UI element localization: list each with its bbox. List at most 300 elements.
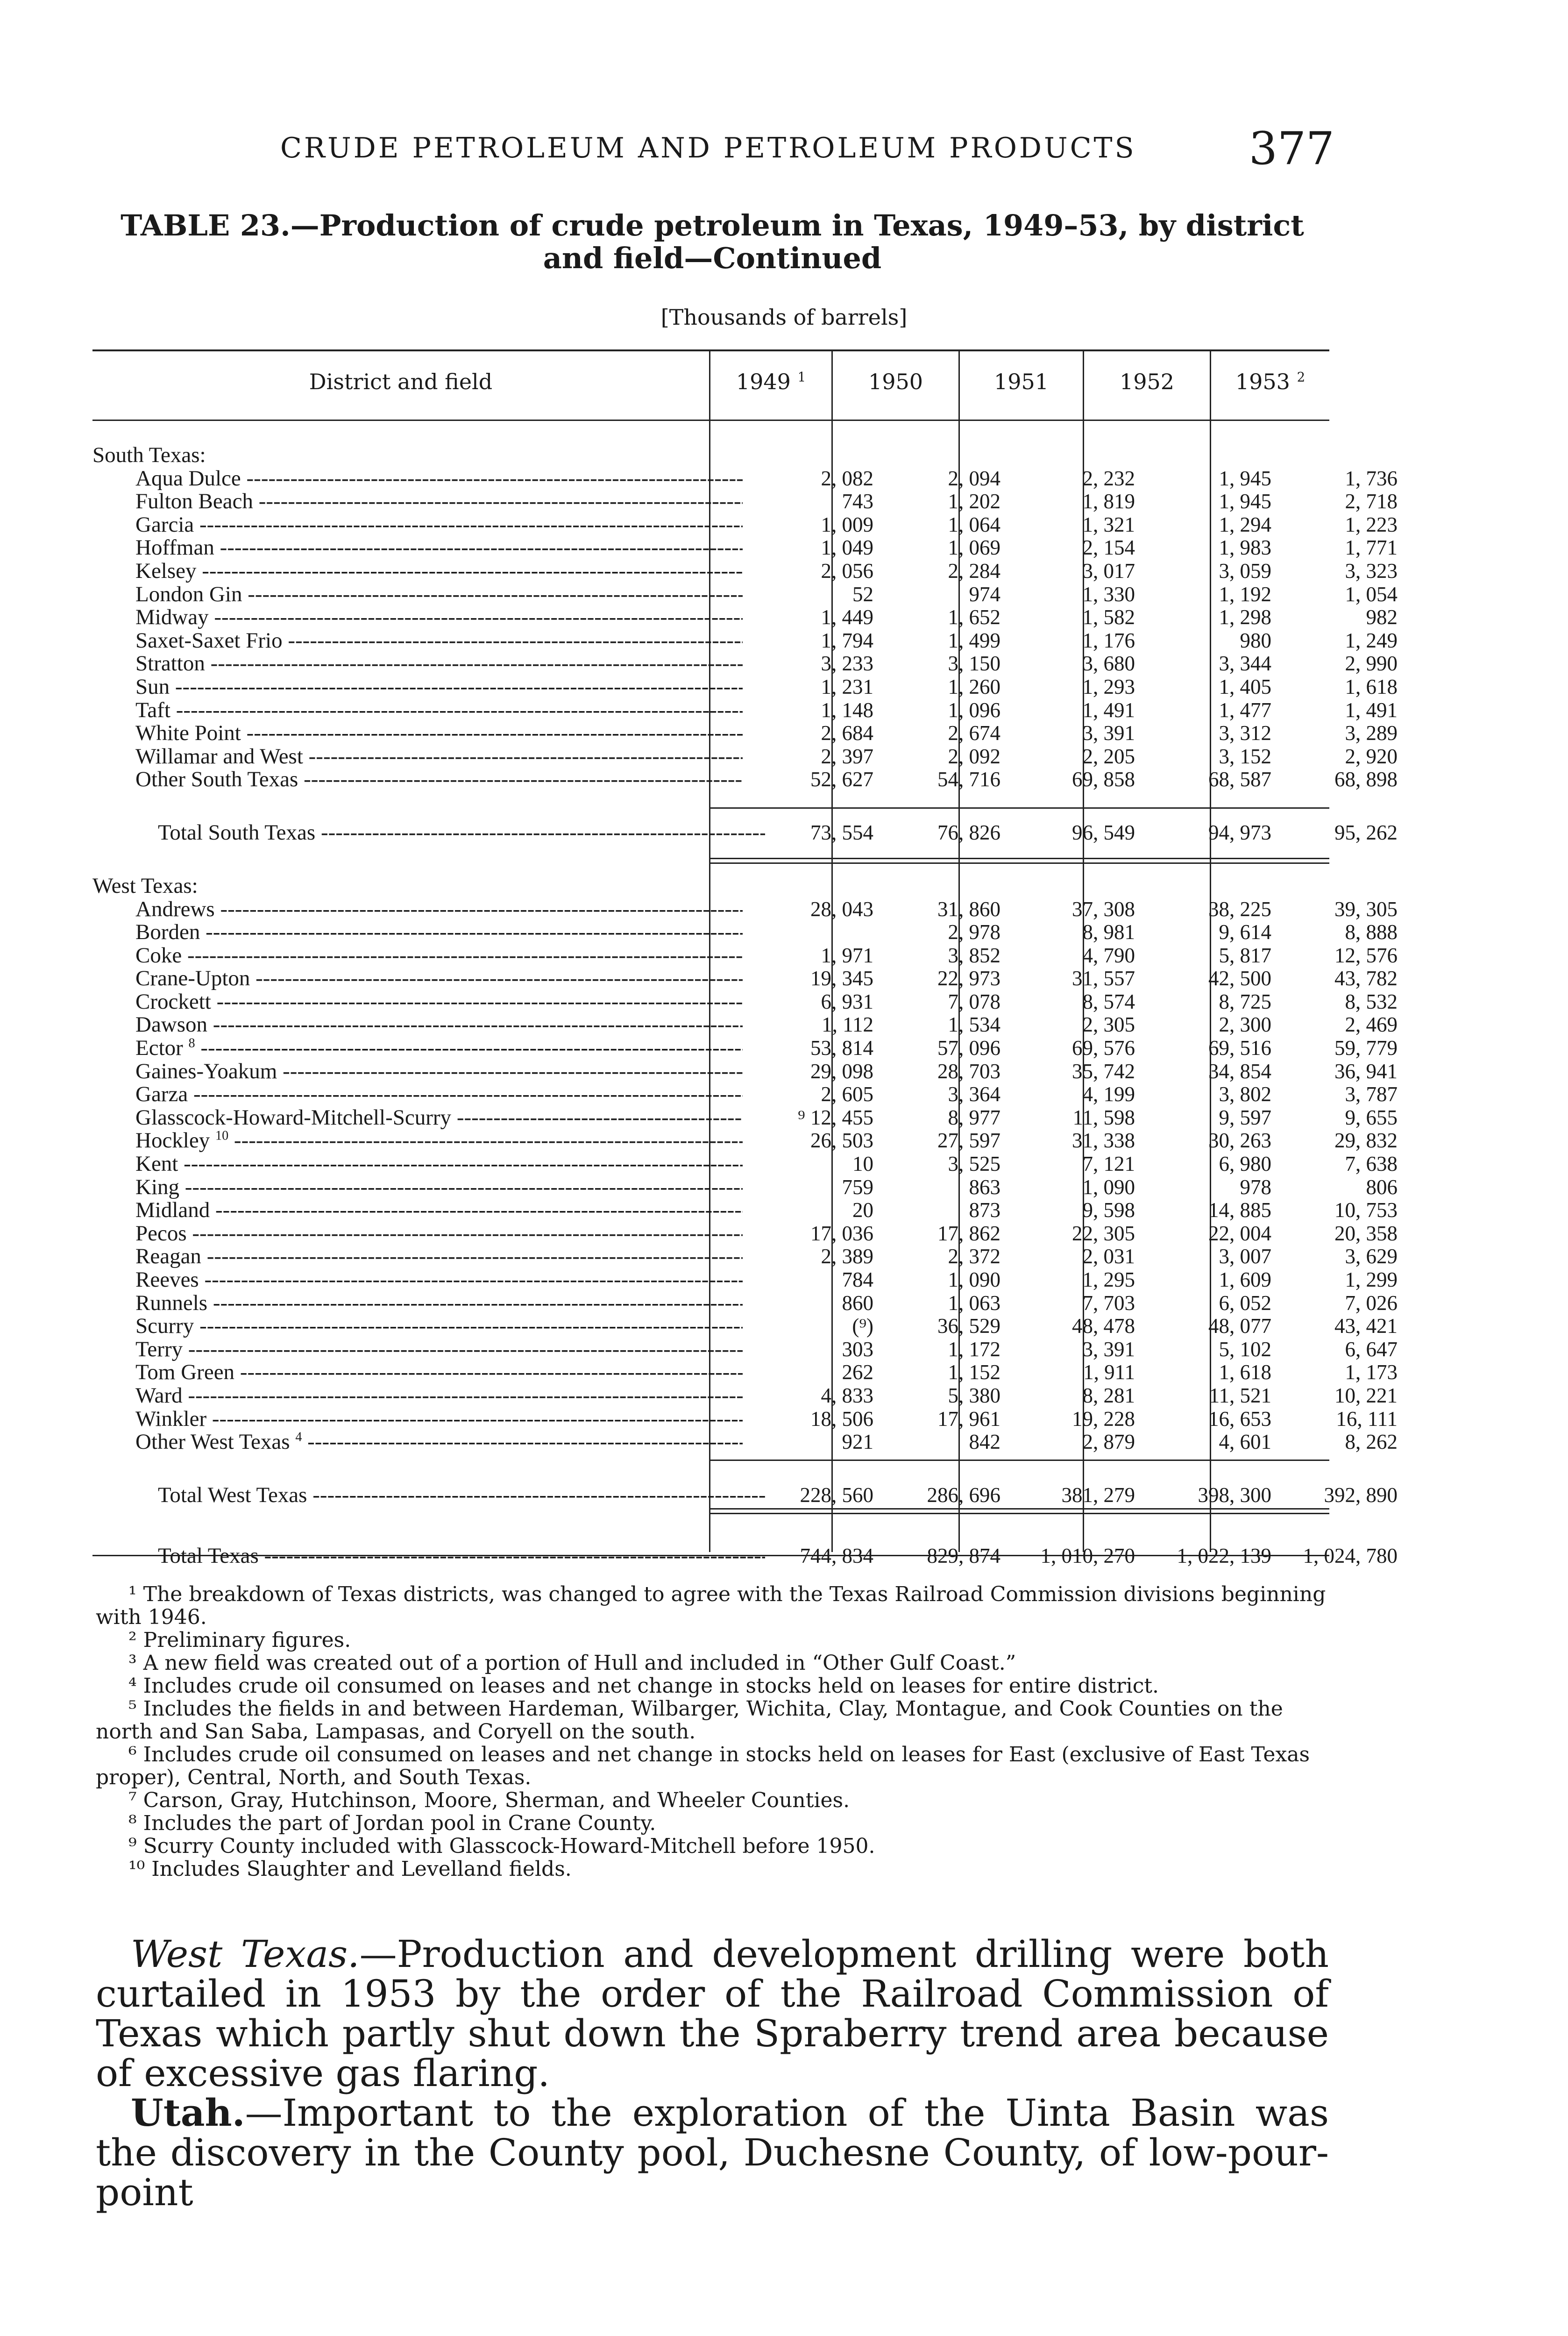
- value-cell: 59, 779: [1334, 1036, 1398, 1060]
- footnote: ¹ The breakdown of Texas districts, was changed to agree with the Texas Railroad Commission divisions beginning with 1946.: [96, 1582, 1326, 1629]
- footnote: ³ A new field was created out of a portion of Hull and included in “Other Gulf Coast.”: [128, 1651, 1016, 1675]
- value-cell: 860: [842, 1291, 873, 1315]
- value-cell: 9, 655: [1345, 1105, 1398, 1129]
- value-cell: 31, 338: [1072, 1129, 1135, 1153]
- table-row: [92, 967, 1412, 990]
- total-value: 381, 279: [1061, 1483, 1135, 1507]
- value-cell: 980: [1240, 628, 1271, 652]
- value-cell: 1, 449: [821, 605, 873, 629]
- value-cell: 806: [1366, 1175, 1398, 1199]
- total-value: 95, 262: [1334, 821, 1398, 845]
- value-cell: 1, 090: [1082, 1175, 1135, 1199]
- field-name: Terry -----: [92, 1338, 765, 1361]
- total-label: Total South Texas -----: [92, 814, 765, 852]
- header-year-1953: 1953 $^2$: [1235, 369, 1305, 394]
- value-cell: 6, 931: [821, 990, 873, 1013]
- table-row: [92, 1315, 1412, 1338]
- field-name: Ward -----: [92, 1384, 765, 1408]
- value-cell: 974: [969, 582, 1000, 606]
- value-cell: 4, 790: [1082, 943, 1135, 967]
- value-cell: 28, 703: [937, 1059, 1000, 1083]
- value-cell: 3, 233: [821, 652, 873, 676]
- total-rule: [710, 807, 1329, 809]
- table-row: [92, 490, 1412, 513]
- total-value: 73, 554: [810, 821, 873, 845]
- value-cell: 2, 082: [821, 466, 873, 490]
- value-cell: 921: [842, 1430, 873, 1454]
- field-name: Hoffman -----: [92, 536, 765, 560]
- value-cell: 26, 503: [810, 1129, 873, 1153]
- value-cell: 759: [842, 1175, 873, 1199]
- value-cell: 1, 069: [948, 536, 1000, 560]
- value-cell: 28, 043: [810, 897, 873, 921]
- value-cell: 2, 978: [948, 920, 1000, 944]
- value-cell: 784: [842, 1268, 873, 1291]
- value-cell: 10: [852, 1152, 873, 1176]
- field-name: Willamar and West -----: [92, 745, 765, 769]
- footnote: ¹⁰ Includes Slaughter and Levelland fields.: [128, 1857, 572, 1881]
- value-cell: 2, 284: [948, 559, 1000, 583]
- value-cell: 16, 653: [1208, 1407, 1271, 1431]
- field-name: Other West Texas $^4$ -----: [92, 1431, 765, 1454]
- value-cell: 2, 056: [821, 559, 873, 583]
- value-cell: 5, 817: [1219, 943, 1271, 967]
- value-cell: 1, 618: [1345, 675, 1398, 698]
- value-cell: 2, 094: [948, 466, 1000, 490]
- value-cell: 743: [842, 490, 873, 513]
- value-cell: 1, 249: [1345, 628, 1398, 652]
- field-name: Fulton Beach -----: [92, 490, 765, 513]
- field-name: King -----: [92, 1176, 765, 1199]
- field-name: Pecos -----: [92, 1222, 765, 1246]
- table-row: [92, 768, 1412, 791]
- table-row: [92, 1431, 1412, 1454]
- field-name: Borden -----: [92, 921, 765, 944]
- value-cell: 22, 305: [1072, 1221, 1135, 1245]
- field-name: Saxet-Saxet Frio -----: [92, 629, 765, 653]
- footnote: ⁹ Scurry County included with Glasscock-Howard-Mitchell before 1950.: [128, 1834, 875, 1858]
- value-cell: 3, 802: [1219, 1083, 1271, 1106]
- field-name: Kelsey -----: [92, 560, 765, 583]
- value-cell: 1, 064: [948, 513, 1000, 536]
- value-cell: 9, 598: [1082, 1198, 1135, 1222]
- value-cell: 3, 017: [1082, 559, 1135, 583]
- total-value: 398, 300: [1198, 1483, 1271, 1507]
- table-row: [92, 560, 1412, 583]
- value-cell: 1, 971: [821, 943, 873, 967]
- value-cell: 2, 205: [1082, 744, 1135, 768]
- value-cell: 3, 289: [1345, 721, 1398, 745]
- field-name: Garcia -----: [92, 513, 765, 537]
- value-cell: 842: [969, 1430, 1000, 1454]
- value-cell: 1, 330: [1082, 582, 1135, 606]
- value-cell: 2, 684: [821, 721, 873, 745]
- value-cell: 1, 491: [1082, 698, 1135, 722]
- footnote: ⁵ Includes the fields in and between Hardeman, Wilbarger, Wichita, Clay, Montague, and Cook Counties on the north and San Saba, Lampasas, and Coryell on the south.: [96, 1697, 1283, 1744]
- running-title: CRUDE PETROLEUM AND PETROLEUM PRODUCTS: [280, 132, 1136, 164]
- value-cell: 1, 054: [1345, 582, 1398, 606]
- value-cell: 1, 491: [1345, 698, 1398, 722]
- table-row: [92, 1408, 1412, 1431]
- value-cell: 873: [969, 1198, 1000, 1222]
- field-name: Other South Texas -----: [92, 768, 765, 791]
- value-cell: 68, 898: [1334, 768, 1398, 791]
- total-value: 228, 560: [800, 1483, 873, 1507]
- grand-total-value: 744, 834: [800, 1544, 873, 1567]
- value-cell: 4, 199: [1082, 1083, 1135, 1106]
- value-cell: 3, 150: [948, 652, 1000, 676]
- header-year-1952: 1952: [1119, 369, 1175, 394]
- value-cell: 2, 389: [821, 1245, 873, 1268]
- field-name: Andrews -----: [92, 898, 765, 921]
- value-cell: 1, 231: [821, 675, 873, 698]
- total-value: 94, 973: [1208, 821, 1271, 845]
- value-cell: 9, 614: [1219, 920, 1271, 944]
- body-text: [96, 1934, 1329, 2212]
- value-cell: 2, 990: [1345, 652, 1398, 676]
- value-cell: 8, 981: [1082, 920, 1135, 944]
- footnote: ² Preliminary figures.: [128, 1628, 351, 1652]
- value-cell: 4, 833: [821, 1383, 873, 1407]
- value-cell: 17, 961: [937, 1407, 1000, 1431]
- value-cell: 1, 618: [1219, 1360, 1271, 1384]
- value-cell: 3, 344: [1219, 652, 1271, 676]
- field-name: Gaines-Yoakum -----: [92, 1060, 765, 1083]
- value-cell: 22, 973: [937, 967, 1000, 990]
- value-cell: 978: [1240, 1175, 1271, 1199]
- field-name: Kent -----: [92, 1153, 765, 1176]
- value-cell: 3, 787: [1345, 1083, 1398, 1106]
- value-cell: 69, 576: [1072, 1036, 1135, 1060]
- table-header-rule: [92, 420, 1329, 421]
- value-cell: 1, 499: [948, 628, 1000, 652]
- footnote: ⁴ Includes crude oil consumed on leases and net change in stocks held on leases for entire district.: [128, 1674, 1159, 1698]
- value-cell: 19, 228: [1072, 1407, 1135, 1431]
- value-cell: 52: [852, 582, 873, 606]
- field-name: Runnels -----: [92, 1292, 765, 1315]
- value-cell: 3, 312: [1219, 721, 1271, 745]
- section-title: West Texas:: [92, 873, 198, 898]
- value-cell: 3, 364: [948, 1083, 1000, 1106]
- value-cell: 29, 098: [810, 1059, 873, 1083]
- value-cell: 11, 521: [1209, 1383, 1271, 1407]
- value-cell: 2, 879: [1082, 1430, 1135, 1454]
- grand-total-row: Total Texas ----- 744, 834 829, 874 1, 010, 270 1, 022, 139 1, 024, 780: [92, 1537, 1412, 1575]
- table-row: [92, 1153, 1412, 1176]
- value-cell: 1, 736: [1345, 466, 1398, 490]
- footnote: ⁶ Includes crude oil consumed on leases and net change in stocks held on leases for East (exclusive of East Texas proper), Central, North, and South Texas.: [96, 1743, 1310, 1789]
- footnote: ⁸ Includes the part of Jordan pool in Crane County.: [128, 1811, 656, 1835]
- value-cell: 17, 036: [810, 1221, 873, 1245]
- table-row: [92, 745, 1412, 769]
- value-cell: 8, 888: [1345, 920, 1398, 944]
- footnote: ⁷ Carson, Gray, Hutchinson, Moore, Sherman, and Wheeler Counties.: [128, 1788, 850, 1812]
- grand-total-value: 1, 024, 780: [1303, 1544, 1398, 1567]
- table-row: [92, 1245, 1412, 1268]
- header-district-field: District and field: [309, 369, 493, 394]
- header-year-1950: 1950: [868, 369, 923, 394]
- field-name: Sun -----: [92, 676, 765, 699]
- value-cell: 3, 391: [1082, 721, 1135, 745]
- value-cell: 982: [1366, 605, 1398, 629]
- total-rule: [710, 1508, 1329, 1510]
- header-year-1949: 1949 $^1$: [736, 369, 806, 394]
- value-cell: 2, 305: [1082, 1013, 1135, 1037]
- value-cell: 3, 323: [1345, 559, 1398, 583]
- value-cell: 30, 263: [1208, 1129, 1271, 1153]
- value-cell: 1, 148: [821, 698, 873, 722]
- value-cell: 35, 742: [1072, 1059, 1135, 1083]
- value-cell: 1, 223: [1345, 513, 1398, 536]
- value-cell: 7, 703: [1082, 1291, 1135, 1315]
- value-cell: 303: [842, 1337, 873, 1361]
- value-cell: 8, 574: [1082, 990, 1135, 1013]
- value-cell: 2, 232: [1082, 466, 1135, 490]
- field-name: Aqua Dulce -----: [92, 467, 765, 491]
- field-name: Stratton -----: [92, 652, 765, 676]
- value-cell: 8, 532: [1345, 990, 1398, 1013]
- grand-total-value: 1, 022, 139: [1177, 1544, 1271, 1567]
- table-row: [92, 1037, 1412, 1060]
- value-cell: 1, 172: [948, 1337, 1000, 1361]
- value-cell: 7, 121: [1082, 1152, 1135, 1176]
- table-row: [92, 467, 1412, 491]
- total-rule: [710, 862, 1329, 864]
- total-label: Total West Texas -----: [92, 1476, 765, 1515]
- value-cell: 69, 516: [1208, 1036, 1271, 1060]
- field-name: Midland -----: [92, 1199, 765, 1222]
- table-row: [92, 1384, 1412, 1408]
- value-cell: 1, 477: [1219, 698, 1271, 722]
- value-cell: 6, 052: [1219, 1291, 1271, 1315]
- total-row: [92, 814, 1412, 852]
- table-row: [92, 1292, 1412, 1315]
- field-name: Tom Green -----: [92, 1361, 765, 1384]
- value-cell: 43, 782: [1334, 967, 1398, 990]
- value-cell: 2, 397: [821, 744, 873, 768]
- value-cell: 8, 725: [1219, 990, 1271, 1013]
- total-rule: [710, 858, 1329, 859]
- value-cell: 48, 478: [1072, 1314, 1135, 1338]
- value-cell: 1, 173: [1345, 1360, 1398, 1384]
- table-row: [92, 921, 1412, 944]
- total-rule: [710, 1460, 1329, 1461]
- table-row: [92, 1083, 1412, 1106]
- value-cell: 68, 587: [1208, 768, 1271, 791]
- value-cell: 2, 920: [1345, 744, 1398, 768]
- value-cell: 1, 652: [948, 605, 1000, 629]
- value-cell: 27, 597: [937, 1129, 1000, 1153]
- value-cell: 34, 854: [1208, 1059, 1271, 1083]
- value-cell: 38, 225: [1208, 897, 1271, 921]
- value-cell: 7, 026: [1345, 1291, 1398, 1315]
- value-cell: 1, 096: [948, 698, 1000, 722]
- table-units: [Thousands of barrels]: [660, 305, 908, 330]
- value-cell: 2, 718: [1345, 490, 1398, 513]
- table-row: [92, 722, 1412, 745]
- value-cell: [765, 921, 887, 944]
- value-cell: 36, 941: [1334, 1059, 1398, 1083]
- field-name: Reagan -----: [92, 1245, 765, 1268]
- grand-total-value: 829, 874: [927, 1544, 1000, 1567]
- field-name: Reeves -----: [92, 1268, 765, 1292]
- value-cell: 1, 295: [1082, 1268, 1135, 1291]
- field-name: Glasscock-Howard-Mitchell-Scurry -----: [92, 1106, 765, 1130]
- value-cell: 1, 819: [1082, 490, 1135, 513]
- table-row: [92, 583, 1412, 606]
- page-number: 377: [1249, 122, 1334, 175]
- value-cell: 1, 609: [1219, 1268, 1271, 1291]
- value-cell: 10, 753: [1334, 1198, 1398, 1222]
- value-cell: 48, 077: [1208, 1314, 1271, 1338]
- value-cell: 3, 680: [1082, 652, 1135, 676]
- value-cell: 1, 945: [1219, 466, 1271, 490]
- value-cell: 42, 500: [1208, 967, 1271, 990]
- table-row: [92, 898, 1412, 921]
- value-cell: 1, 009: [821, 513, 873, 536]
- value-cell: 1, 298: [1219, 605, 1271, 629]
- section-title-row: [92, 875, 1412, 898]
- value-cell: 1, 176: [1082, 628, 1135, 652]
- field-name: Coke -----: [92, 944, 765, 968]
- production-table: [92, 444, 1412, 1575]
- value-cell: 1, 090: [948, 1268, 1000, 1291]
- value-cell: (⁹): [852, 1314, 873, 1338]
- value-cell: ⁹ 12, 455: [798, 1105, 873, 1129]
- total-value: 96, 549: [1072, 821, 1135, 845]
- paragraph-west-texas: West Texas.—Production and development drilling were both curtailed in 1953 by the order of the Railroad Commission of Texas which partly shut down the Spraberry trend area because of excessive gas flaring.: [96, 1932, 1329, 2095]
- footnotes: [96, 1583, 1329, 1880]
- value-cell: 6, 980: [1219, 1152, 1271, 1176]
- value-cell: 1, 260: [948, 675, 1000, 698]
- table-row: [92, 1060, 1412, 1083]
- field-name: Winkler -----: [92, 1408, 765, 1431]
- value-cell: 1, 294: [1219, 513, 1271, 536]
- value-cell: 1, 112: [822, 1013, 873, 1037]
- table-row: [92, 1222, 1412, 1246]
- value-cell: 1, 771: [1345, 536, 1398, 560]
- value-cell: 1, 202: [948, 490, 1000, 513]
- value-cell: 2, 674: [948, 721, 1000, 745]
- value-cell: 19, 345: [810, 967, 873, 990]
- value-cell: 3, 059: [1219, 559, 1271, 583]
- value-cell: 2, 092: [948, 744, 1000, 768]
- field-name: White Point -----: [92, 722, 765, 745]
- table-row: [92, 1176, 1412, 1199]
- table-row: [92, 699, 1412, 722]
- total-rule: [710, 1513, 1329, 1514]
- value-cell: 3, 152: [1219, 744, 1271, 768]
- field-name: Taft -----: [92, 699, 765, 722]
- value-cell: 7, 078: [948, 990, 1000, 1013]
- value-cell: 54, 716: [937, 768, 1000, 791]
- value-cell: 6, 647: [1345, 1337, 1398, 1361]
- value-cell: 14, 885: [1208, 1198, 1271, 1222]
- field-name: Garza -----: [92, 1083, 765, 1106]
- value-cell: 3, 525: [948, 1152, 1000, 1176]
- value-cell: 31, 860: [937, 897, 1000, 921]
- value-cell: 20, 358: [1334, 1221, 1398, 1245]
- value-cell: 3, 391: [1082, 1337, 1135, 1361]
- table-row: [92, 629, 1412, 653]
- value-cell: 2, 154: [1082, 536, 1135, 560]
- table-row: [92, 944, 1412, 968]
- value-cell: 8, 281: [1082, 1383, 1135, 1407]
- value-cell: 4, 601: [1219, 1430, 1271, 1454]
- table-row: [92, 1268, 1412, 1292]
- value-cell: 36, 529: [937, 1314, 1000, 1338]
- value-cell: 8, 262: [1345, 1430, 1398, 1454]
- value-cell: 18, 506: [810, 1407, 873, 1431]
- value-cell: 16, 111: [1336, 1407, 1398, 1431]
- value-cell: 863: [969, 1175, 1000, 1199]
- field-name: Scurry -----: [92, 1315, 765, 1338]
- value-cell: 1, 582: [1082, 605, 1135, 629]
- table-row: [92, 1361, 1412, 1384]
- field-name: London Gin -----: [92, 583, 765, 606]
- total-value: 286, 696: [927, 1483, 1000, 1507]
- value-cell: 5, 380: [948, 1383, 1000, 1407]
- value-cell: 1, 293: [1082, 675, 1135, 698]
- value-cell: 43, 421: [1334, 1314, 1398, 1338]
- table-row: [92, 1338, 1412, 1361]
- total-value: 76, 826: [937, 821, 1000, 845]
- field-name: Midway -----: [92, 606, 765, 629]
- field-name: Crockett -----: [92, 990, 765, 1014]
- value-cell: 29, 832: [1334, 1129, 1398, 1153]
- value-cell: 37, 308: [1072, 897, 1135, 921]
- value-cell: 2, 605: [821, 1083, 873, 1106]
- value-cell: 39, 305: [1334, 897, 1398, 921]
- table-row: [92, 606, 1412, 629]
- value-cell: 3, 629: [1345, 1245, 1398, 1268]
- table-caption: TABLE 23.—Production of crude petroleum in Texas, 1949–53, by district and field—Continued: [121, 208, 1304, 275]
- table-row: [92, 1013, 1412, 1037]
- value-cell: 3, 007: [1219, 1245, 1271, 1268]
- value-cell: 9, 597: [1219, 1105, 1271, 1129]
- value-cell: 3, 852: [948, 943, 1000, 967]
- field-name: Hockley $^{10}$ -----: [92, 1129, 765, 1153]
- table-top-rule: [92, 349, 1329, 351]
- field-name: Crane-Upton -----: [92, 967, 765, 990]
- value-cell: 1, 049: [821, 536, 873, 560]
- field-name: Dawson -----: [92, 1013, 765, 1037]
- table-row: [92, 652, 1412, 676]
- grand-total-value: 1, 010, 270: [1040, 1544, 1135, 1567]
- value-cell: 31, 557: [1072, 967, 1135, 990]
- value-cell: 2, 372: [948, 1245, 1000, 1268]
- value-cell: 11, 598: [1072, 1105, 1135, 1129]
- value-cell: 1, 063: [948, 1291, 1000, 1315]
- value-cell: 69, 858: [1072, 768, 1135, 791]
- table-row: [92, 1106, 1412, 1130]
- paragraph-utah: Utah.—Important to the exploration of the Uinta Basin was the discovery in the County pool, Duchesne County, of low-pour-point: [96, 2091, 1329, 2214]
- value-cell: 2, 469: [1345, 1013, 1398, 1037]
- value-cell: 5, 102: [1219, 1337, 1271, 1361]
- value-cell: 1, 911: [1083, 1360, 1135, 1384]
- value-cell: 20: [852, 1198, 873, 1222]
- value-cell: 1, 405: [1219, 675, 1271, 698]
- value-cell: 1, 321: [1082, 513, 1135, 536]
- table-row: [92, 1129, 1412, 1153]
- value-cell: 10, 221: [1334, 1383, 1398, 1407]
- value-cell: 1, 152: [948, 1360, 1000, 1384]
- value-cell: 53, 814: [810, 1036, 873, 1060]
- value-cell: 1, 534: [948, 1013, 1000, 1037]
- value-cell: 8, 977: [948, 1105, 1000, 1129]
- value-cell: 1, 299: [1345, 1268, 1398, 1291]
- value-cell: 262: [842, 1360, 873, 1384]
